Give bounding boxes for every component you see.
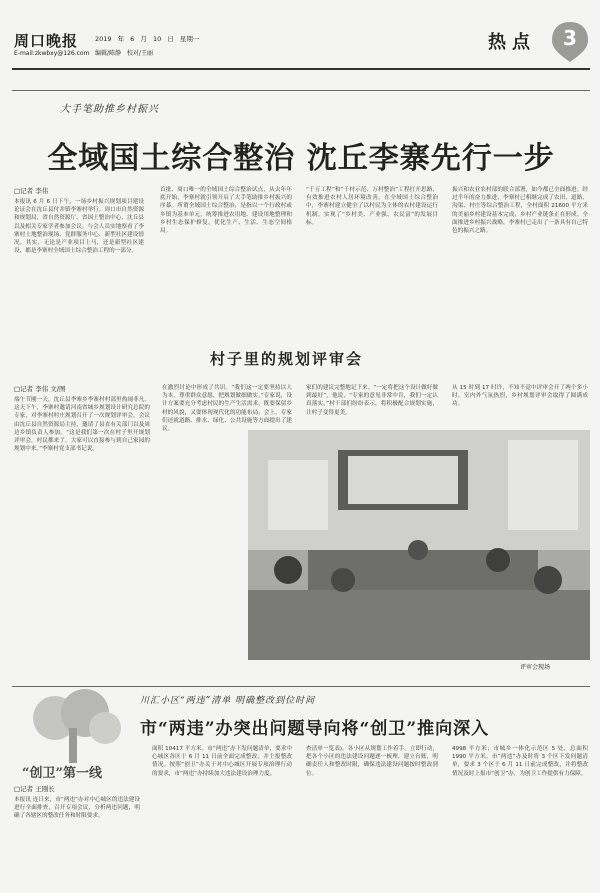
story1-byline: □记者 李伟 (14, 187, 49, 195)
dateline: 2019 年 6 月 10 日 星期一 (95, 35, 200, 43)
newspaper-logo: 周口晚报 (14, 32, 79, 50)
story3-kicker: 川汇小区“两违”清单 明确整改到位时间 (140, 696, 316, 706)
story3-col1: 本报讯 连日来，市“两违”办对中心城区的违法建设进行全面排查，召开专项会议，分析两违问题，明确了各辖区的整改任务和时限要求。 (14, 797, 140, 820)
meeting-photo (248, 430, 590, 660)
story2-col3: 家们的建议完整地记下来。“一定将把这个设计做好做到最好”，他说，“专家的意见非常中肯，我们一定认真落实。”村干部们纷纷表示，将积极配合规划实施，让村子变得更美。 (306, 385, 438, 416)
story1-col3: “千万工程”和“千村示范、万村整治”工程打开思路，有效推进农村人居环境改善。在全域国土综合整治中，李寨村建立健全了以村民为主体的农村建设运行机制，实现了“乡村美、产业强、农民富”的发展目标。 (306, 187, 438, 226)
series-label: “创卫”第一线 (22, 766, 102, 781)
story3-col4: 4998 平方米；市城乡一体化示范区 5 处，总面积 1990 平方米。市“两违”办及时将 3 个区下发问题清单，要求 3 个区于 6 月 11 日前完成整改，并将整改情况及时上报市“创卫”办，为创卫工作提供有力保障。 (452, 746, 588, 777)
story2-col4: 从 15 时到 17 时许，不知不觉中评审会开了两个多小时。室内外气氛热烈，乡村规划评审会取得了圆满成功。 (452, 385, 588, 408)
story1-kicker: 大手笔助推乡村振兴 (60, 104, 159, 115)
story3-col2: 面积 10417 平方米。市“两违”办下发问题清单，要求中心城区各区于 6 月 11 日前全面完成整改，并上报整改情况。按照“创卫”办关于对中心城区开展专项治理行动的要求，市“两违”办持续加大违法建设治理力度。 (152, 746, 292, 777)
story3-byline: □记者 王刚长 (14, 785, 55, 793)
story3-col3: 查清单一览表)。各小区从规划工作着手，立即行动，把各个小区的违法建设问题逐一梳理，建立台账，明确责任人和整改时限，确保违法建设问题按时整改到位。 (306, 746, 438, 777)
story3-top-rule (12, 686, 590, 687)
story2-byline: □记者 李伟 文/图 (14, 385, 66, 393)
editor-credit: 编辑/陈静 校对/王丽 (95, 50, 153, 57)
story1-col1: 本报讯 6 月 6 日下午，一场乡村振兴规划项目建设论证会在沈丘县付井镇李寨村举行。周口市自然资源和规划局、省自然资源厅、省国土整治中心、沈丘县以及相关专家学者参加会议。与会人员实地察看了李寨村土地整治现场、党群服务中心、新型社区建设情况。其实，无论是产业项目上马，还是新型社区建设，都是李寨村全域国土综合整治工程的一部分。 (14, 199, 144, 255)
page-number: 3 (563, 26, 577, 50)
story3-headline: 市“两违”办突出问题导向将“创卫”推向深入 (140, 719, 490, 739)
email-address: E-mail:zkwbxy@126.com (14, 50, 90, 57)
section-name: 热点 (488, 32, 536, 53)
story1-top-rule (12, 90, 590, 91)
story1-col4: 振兴和农业农村部的联合部署，如今都已全面推进。经过半年的奋力推进，李寨村已相继完成了农田、道路、沟渠、村庄等综合整治工程，全村面积 21600 平方米的美丽乡村建设基本完成，乡村产业链条正在形成。全面推进乡村振兴战略，李寨村已走出了一条具有自己特色的振兴之路。 (452, 187, 588, 235)
story1-col2: 首批、周口唯一的全域国土综合整治试点，从去年年底开始，李寨村就引领开启了大手笔助推乡村振兴的序幕。所谓全域国土综合整治，是指以一个行政村或乡镇为基本单元，统筹推进农用地、建设用地整理和乡村生态保护修复，优化生产、生活、生态空间格局。 (160, 187, 292, 235)
story2-col1: 端午节刚一天，沈丘县李寨乡李寨村村部里热闹非凡。这天下午，李寨村邀请河南省城乡规划设计研究总院的专家，对李寨村村庄规划召开了一次规划评审会。会议由沈丘县自然资源局主持，邀请了县直有关部门以及周边乡镇负责人参加。“这是我们第一次在村子里开规划评审会，村民都来了，大家可以直接参与到自己家园的规划中来。”李寨村党支部书记说。 (14, 397, 150, 453)
photo-caption: 评审会现场 (520, 664, 551, 671)
story1-headline: 全域国土综合整治 沈丘李寨先行一步 (47, 141, 555, 176)
story2-col2: 在激烈讨论中形成了共识。“我们这一定要坚持以人为本，尊重群众意愿，把规划做细做实。”专家说，设计方案要充分考虑村民的生产生活需求，既要保留乡村的风貌，又要体现现代化的功能布局。会上，专家们还就道路、排水、绿化、公共设施等方面提出了建议。 (162, 385, 292, 433)
masthead-rule (12, 68, 590, 70)
story2-subhead: 村子里的规划评审会 (210, 350, 364, 368)
